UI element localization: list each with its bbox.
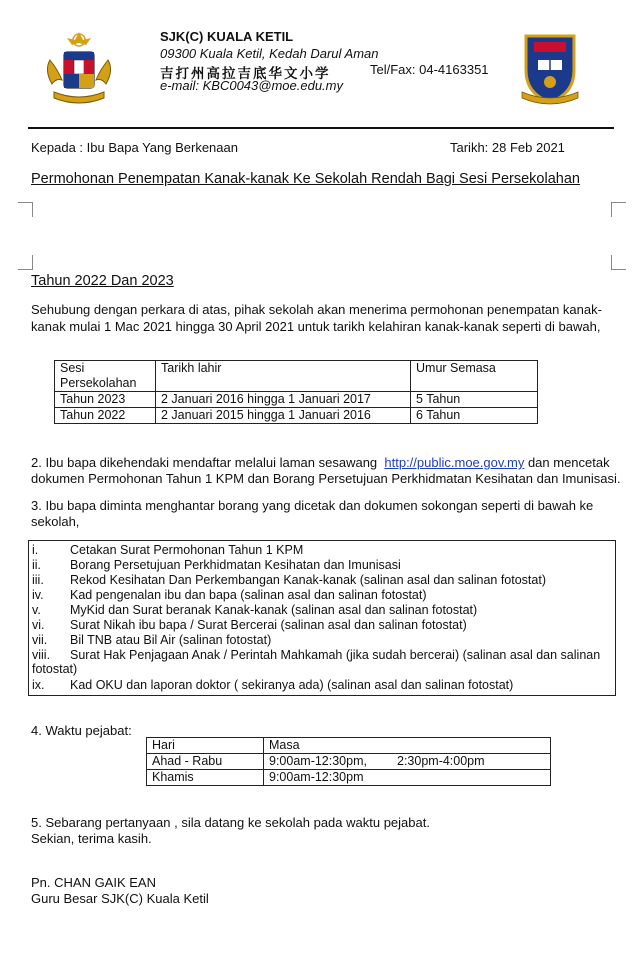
list-item [32,678,513,692]
table-cell: 9:00am-12:30pm [264,770,393,786]
school-email: e-mail: KBC0043@moe.edu.my [160,78,343,93]
list-item [32,662,77,676]
page-corner-mark [611,202,626,217]
list-item [32,603,477,617]
session-table [54,360,538,424]
list-item [32,648,600,662]
table-cell: Ahad - Rabu [147,754,264,770]
coat-of-arms-logo [40,30,118,108]
table-header-cell: Sesi Persekolahan [55,361,156,392]
school-crest-logo [520,30,580,106]
table-row [55,408,538,424]
list-item [32,543,303,557]
telfax: Tel/Fax: 04-4163351 [370,62,489,77]
office-hours-table [146,737,551,786]
list-item-number: iv. [32,588,44,602]
page-corner-mark [18,255,33,270]
table-header-cell: Umur Semasa [411,361,538,392]
documents-paragraph-line: sekolah, [31,514,80,529]
moe-portal-link[interactable]: http://public.moe.gov.my [384,455,525,470]
table-row [55,392,538,408]
table-cell: 5 Tahun [411,392,538,408]
list-item-number: i. [32,543,39,557]
page-corner-mark [611,255,626,270]
table-row [147,770,551,786]
list-item [32,573,546,587]
list-item-number: vi. [32,618,45,632]
school-address: 09300 Kuala Ketil, Kedah Darul Aman [160,46,379,61]
para2-suffix: dan mencetak [524,455,610,470]
table-cell: 9:00am-12:30pm, [264,754,393,770]
signatory-role: Guru Besar SJK(C) Kuala Ketil [31,891,209,906]
table-cell: 6 Tahun [411,408,538,424]
table-header-cell: Hari [147,738,264,754]
intro-paragraph-line: kanak mulai 1 Mac 2021 hingga 30 April 2021 untuk tarikh kelahiran kanak-kanak seperti di bawah, [31,319,601,334]
year-title: Tahun 2022 Dan 2023 [31,273,174,289]
list-item-number: vii. [32,633,48,647]
table-header-row [147,738,551,754]
list-item-text: Kad OKU dan laporan doktor ( sekiranya ada) (salinan asal dan salinan fotostat) [70,678,514,692]
registration-paragraph-line [31,455,610,470]
signatory-name: Pn. CHAN GAIK EAN [31,875,156,890]
table-header-row [55,361,538,392]
table-cell: Tahun 2023 [55,392,156,408]
table-cell: 2 Januari 2015 hingga 1 Januari 2016 [156,408,411,424]
para2-prefix: 2. Ibu bapa dikehendaki mendaftar melalui laman sesawang [31,455,385,470]
list-item-text: Cetakan Surat Permohonan Tahun 1 KPM [70,543,304,557]
list-item-text: Rekod Kesihatan Dan Perkembangan Kanak-kanak (salinan asal dan salinan fotostat) [70,573,546,587]
documents-list [28,540,616,696]
table-header-cell: Tarikh lahir [156,361,411,392]
recipient-line: Kepada : Ibu Bapa Yang Berkenaan [31,140,238,155]
list-item-text: Kad pengenalan ibu dan bapa (salinan asal dan salinan fotostat) [70,588,427,602]
list-item-text: Borang Persetujuan Perkhidmatan Kesihatan dan Imunisasi [70,558,401,572]
list-item [32,588,427,602]
list-item [32,558,401,572]
list-item-number: iii. [32,573,44,587]
list-item [32,618,467,632]
intro-paragraph-line: Sehubung dengan perkara di atas, pihak sekolah akan menerima permohonan penempatan kanak- [31,302,602,317]
table-cell: Khamis [147,770,264,786]
list-item-text: fotostat) [32,662,78,676]
table-header-cell: Masa [264,738,551,754]
list-item-number: viii. [32,648,51,662]
list-item-number: ix. [32,678,45,692]
letter-date: Tarikh: 28 Feb 2021 [450,140,565,155]
school-name: SJK(C) KUALA KETIL [160,29,294,44]
table-row [147,754,551,770]
table-cell: Tahun 2022 [55,408,156,424]
letter-subject: Permohonan Penempatan Kanak-kanak Ke Sekolah Rendah Bagi Sesi Persekolahan [31,171,580,187]
office-hours-label: 4. Waktu pejabat: [31,723,132,738]
page-corner-mark [18,202,33,217]
table-cell [392,770,551,786]
closing-line: Sekian, terima kasih. [31,831,152,846]
header-divider [28,127,614,129]
enquiry-paragraph: 5. Sebarang pertanyaan , sila datang ke sekolah pada waktu pejabat. [31,815,430,830]
documents-paragraph-line: 3. Ibu bapa diminta menghantar borang yang dicetak dan dokumen sokongan seperti di bawah ke [31,498,594,513]
school-chinese-name: 吉打州高拉吉底华文小学 [160,66,331,81]
list-item-text: Bil TNB atau Bil Air (salinan fotostat) [70,633,272,647]
list-item-text: Surat Hak Penjagaan Anak / Perintah Mahkamah (jika sudah bercerai) (salinan asal dan salinan [70,648,601,662]
list-item-text: Surat Nikah ibu bapa / Surat Bercerai (salinan asal dan salinan fotostat) [70,618,467,632]
list-item-number: ii. [32,558,42,572]
registration-paragraph-line: dokumen Permohonan Tahun 1 KPM dan Borang Persetujuan Perkhidmatan Kesihatan dan Imunisasi. [31,471,621,486]
table-cell: 2 Januari 2016 hingga 1 Januari 2017 [156,392,411,408]
table-cell: 2:30pm-4:00pm [392,754,551,770]
list-item-text: MyKid dan Surat beranak Kanak-kanak (salinan asal dan salinan fotostat) [70,603,478,617]
list-item [32,633,271,647]
list-item-number: v. [32,603,41,617]
